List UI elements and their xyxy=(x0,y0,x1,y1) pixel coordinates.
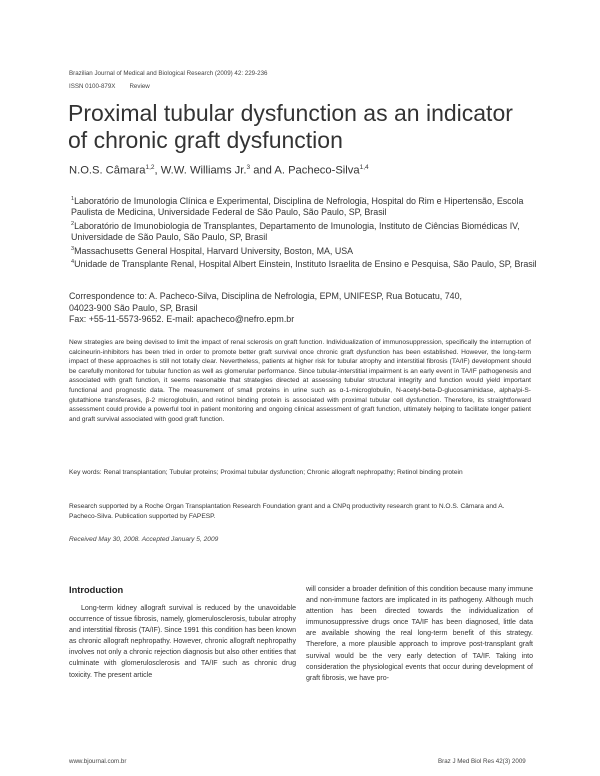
body-text-right-column: will consider a broader definition of this condition because many immune and non-immune factors are implicated in its pathogeny. Although much attention has been directed towards the individualization of immunosuppressive drugs once TA/IF has been diagnosed, little data are available showing the real long-term benefit of this strategy. Therefore, a more plausible approach to improve post-transplant graft survival would be the very early detection of TA/IF. Taking into consideration the physiological events that occur during development of graft fibrosis, we have pro- xyxy=(306,586,533,682)
author-affiliation-mark: 1,2 xyxy=(145,164,155,171)
correspondence-contact: Fax: +55-11-5573-9652. E-mail: apacheco@nefro.epm.br xyxy=(69,314,295,324)
author-name: N.O.S. Câmara xyxy=(69,164,146,177)
received-dates: Received May 30, 2008. Accepted January 5, 2009 xyxy=(69,536,219,543)
section-heading: Introduction xyxy=(69,585,124,595)
issn: ISSN 0100-879X xyxy=(69,83,116,90)
keywords-label: Key words: xyxy=(69,469,102,476)
footer-citation: Braz J Med Biol Res 42(3) 2009 xyxy=(438,758,526,765)
author-list: N.O.S. Câmara$^{1,2}$, W.W. Williams Jr.$^3$ and A. Pacheco-Silva$^{1,4}$ xyxy=(69,164,369,177)
correspondence xyxy=(69,291,539,326)
issn-line xyxy=(69,83,150,90)
author-affiliation-mark: 3 xyxy=(246,164,251,171)
body-text-left-column: Long-term kidney allograft survival is reduced by the unavoidable occurrence of tissue fibrosis, namely, glomerulosclerosis, tubular atrophy and interstitial fibrosis (TA/IF). Since 1991 this condition has been known as chronic allograft nephropathy. However, chronic allograft nephropathy involves not only a chronic rejection diagnosis but also other entities that culminate with glomerulosclerosis and TA/IF such as chronic drug toxicity. The present article xyxy=(69,605,296,679)
article-type: Review xyxy=(129,83,150,90)
keywords-text: Renal transplantation; Tubular proteins; Proximal tubular dysfunction; Chronic allograft nephropathy; Retinol binding protein xyxy=(103,469,463,476)
affiliation: $^2$Laboratório de Imunobiologia de Transplantes, Departamento de Imunologia, Instituto de Ciências Biomédicas IV, Universidade de São Paulo, São Paulo, SP, Brasil xyxy=(71,220,520,243)
article-title: Proximal tubular dysfunction as an indicator of chronic graft dysfunction xyxy=(68,100,513,153)
affiliation: $^4$Unidade de Transplante Renal, Hospital Albert Einstein, Instituto Israelita de Ensino e Pesquisa, São Paulo, SP, Brasil xyxy=(71,259,537,270)
keywords xyxy=(69,468,531,478)
correspondence-line: Correspondence to: A. Pacheco-Silva, Disciplina de Nefrologia, EPM, UNIFESP, Rua Botucatu, 740, xyxy=(69,291,463,301)
affiliation: $^3$Massachusetts General Hospital, Harvard University, Boston, MA, USA xyxy=(71,245,354,256)
author-name: W.W. Williams Jr. xyxy=(160,164,247,177)
abstract: New strategies are being devised to limit the impact of renal sclerosis on graft function. Individualization of immunosuppression, specifically the interruption of calcineurin-inhibitors has been tried in order to promote better graft survival once chronic graft dysfunction has been established. However, the long-term impact of these approaches is still not totally clear. Nevertheless, patients at higher risk for tubular atrophy and interstitial fibrosis (TA/IF) development should be carefully monitored for tubular function as well as glomerular performance. Since tubular-interstitial impairment is an early event in TA/IF pathogenesis and associated with graft function, it seems reasonable that strategies directed at assessing tubular structural integrity and function would yield important functional and prognostic data. The measurement of small proteins in urine such as α-1-microglobulin, N-acetyl-beta-D-glucosaminidase, alpha/pi-S-glutathione transferases, β-2 microglobulin, and retinol binding protein is associated with proximal tubular cell dysfunction. Therefore, its straightforward assessment could provide a powerful tool in patient monitoring and ongoing clinical assessment of graft function, ultimately helping to facilitate longer patient and graft survival associated with good graft function. xyxy=(69,339,531,423)
author-name: A. Pacheco-Silva xyxy=(274,164,360,177)
journal-citation: Brazilian Journal of Medical and Biological Research (2009) 42: 229-236 xyxy=(69,70,268,77)
affiliation: $^1$Laboratório de Imunologia Clínica e Experimental, Disciplina de Nefrologia, Hospital do Rim e Hipertensão, Escola Paulista de Medicina, Universidade Federal de São Paulo, São Paulo, SP, Brasil xyxy=(71,195,524,218)
author-affiliation-mark: 1,4 xyxy=(359,164,369,171)
affiliation-list xyxy=(69,194,539,271)
funding-note: Research supported by a Roche Organ Transplantation Research Foundation grant and a CNPq productivity research grant to N.O.S. Câmara and A. Pacheco-Silva. Publication supported by FAPESP. xyxy=(69,503,505,520)
footer-website: www.bjournal.com.br xyxy=(69,758,127,765)
correspondence-line: 04023-900 São Paulo, SP, Brasil xyxy=(69,302,198,313)
